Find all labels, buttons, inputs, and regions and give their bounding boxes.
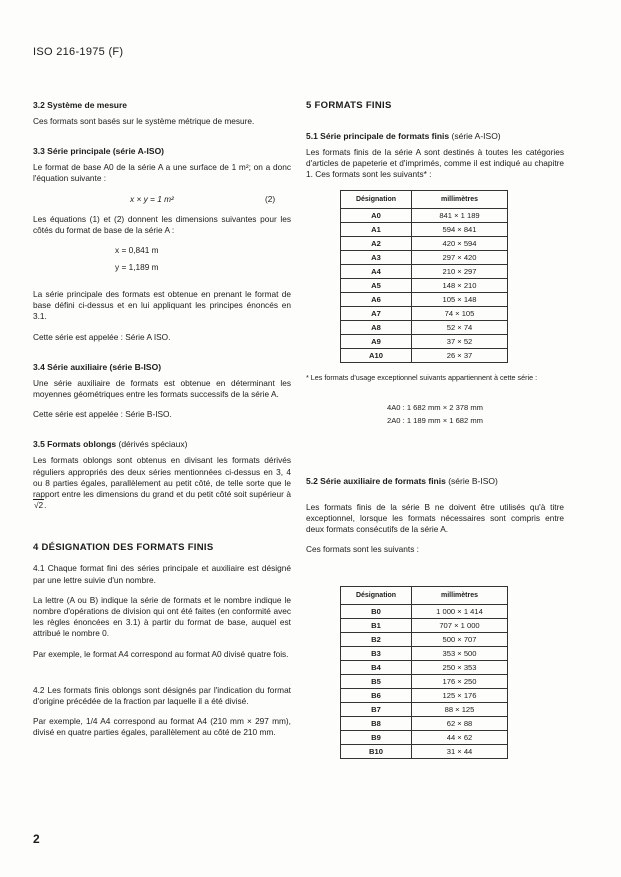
format-dimensions: 105 × 148 — [412, 292, 508, 306]
format-dimensions: 1 000 × 1 414 — [412, 605, 508, 619]
format-designation: B7 — [341, 703, 412, 717]
section-3-3-title: 3.3 Série principale (série A-ISO) — [33, 146, 165, 157]
section-4-2-para-2: Par exemple, 1/4 A4 correspond au format A4 (210 mm × 297 mm), divisé en quatre parties égales, parallèlement au côté de 210 mm. — [33, 716, 291, 738]
format-designation: A8 — [341, 320, 412, 334]
format-designation: B10 — [341, 745, 412, 759]
page-header: ISO 216-1975 (F) — [33, 46, 124, 58]
format-dimensions: 31 × 44 — [412, 745, 508, 759]
section-4-1-para-1: 4.1 Chaque format fini des séries principale et auxiliaire est désigné par une lettre suivie d'un nombre. — [33, 563, 291, 585]
format-dimensions: 176 × 250 — [412, 675, 508, 689]
section-3-3-para-2: Les équations (1) et (2) donnent les dimensions suivantes pour les côtés du format de base de la série A : — [33, 213, 291, 235]
section-3-5-text: Les formats oblongs sont obtenus en divisant les formats dérivés réguliers appropriés des deux séries mentionnées ci-dessus en 3, 4 ou 8 parties égales, parallèlement au petit côté, de telle sorte que le rapport entre les dimensions du grand et du petit côté soit supérieur à — [33, 455, 291, 500]
section-4-2-para-1: 4.2 Les formats finis oblongs sont désignés par l'indication du format d'origine précédée de la fraction par laquelle il a été divisé. — [33, 684, 291, 707]
table-row — [341, 236, 508, 250]
equation-2 — [33, 194, 291, 205]
format-dimensions: 420 × 594 — [412, 236, 508, 250]
format-designation: A0 — [341, 208, 412, 222]
table-row — [341, 661, 508, 675]
section-4-1-para-3: Par exemple, le format A4 correspond au format A0 divisé quatre fois. — [33, 648, 289, 659]
footnote: * Les formats d'usage exceptionnel suivants appartiennent à cette série : — [306, 372, 538, 382]
table-row — [341, 306, 508, 320]
table-row — [341, 745, 508, 759]
format-designation: A4 — [341, 264, 412, 278]
section-5-title: 5 FORMATS FINIS — [306, 100, 392, 111]
format-designation: B5 — [341, 675, 412, 689]
section-3-5-title-extra: (dérivés spéciaux) — [118, 439, 188, 450]
page-number: 2 — [33, 832, 40, 846]
table-row — [341, 250, 508, 264]
format-dimensions: 841 × 1 189 — [412, 208, 508, 222]
table-row — [341, 717, 508, 731]
section-3-4-para-2: Cette série est appelée : Série B-ISO. — [33, 409, 172, 420]
exceptional-format-2a0: 2A0 : 1 189 mm × 1 682 mm — [386, 416, 484, 426]
table-row — [341, 208, 508, 222]
left-column — [33, 100, 291, 748]
y-dimension: y = 1,189 m — [115, 262, 159, 273]
table-row — [341, 605, 508, 619]
table-row — [341, 619, 508, 633]
column-header-millimetres: millimètres — [412, 190, 508, 208]
column-header-millimetres: millimètres — [412, 587, 508, 605]
section-3-3-para-3: La série principale des formats est obtenue en prenant le format de base défini ci-dessus et en lui appliquant les principes énoncés en 3.1. — [33, 289, 291, 322]
column-header-designation: Désignation — [341, 587, 412, 605]
right-column — [306, 100, 564, 769]
section-5-1-para-1: Les formats finis de la série A sont destinés à toutes les catégories d'articles de papeterie et d'imprimés, comme il est indiqué au chapitre 1. Ces formats sont les suivants* : — [306, 147, 564, 180]
sqrt-two: √2 — [34, 500, 44, 511]
table-row — [341, 675, 508, 689]
table-row — [341, 689, 508, 703]
table-row — [341, 647, 508, 661]
format-dimensions: 297 × 420 — [412, 250, 508, 264]
table-row — [341, 703, 508, 717]
section-3-2-text: Ces formats sont basés sur le système métrique de mesure. — [33, 116, 255, 126]
section-3-5-title-main: 3.5 Formats oblongs — [33, 439, 117, 450]
format-dimensions: 594 × 841 — [412, 222, 508, 236]
section-5-2-para-1: Les formats finis de la série B ne doivent être utilisés qu'à titre exceptionnel, lorsque les formats nécessaires sont compris entre deux formats consécutifs de la série A. — [306, 501, 564, 535]
format-dimensions: 88 × 125 — [412, 703, 508, 717]
section-5-2-title-main: 5.2 Série auxiliaire de formats finis — [306, 475, 446, 486]
section-3-3-para-4: Cette série est appelée : Série A ISO. — [33, 331, 171, 342]
section-3-4-para-1: Une série auxiliaire de formats est obtenue en déterminant les moyennes géométriques entre les formats successifs de la série A. — [33, 377, 291, 400]
format-designation: B1 — [341, 619, 412, 633]
format-dimensions: 37 × 52 — [412, 334, 508, 348]
format-designation: B4 — [341, 661, 412, 675]
section-5-2-title — [306, 476, 564, 486]
equation-2-body: x × y = 1 m² — [130, 193, 174, 204]
table-header-row — [341, 587, 508, 605]
format-designation: B2 — [341, 633, 412, 647]
table-row — [341, 320, 508, 334]
format-dimensions: 44 × 62 — [412, 731, 508, 745]
section-5-2-para-2: Ces formats sont les suivants : — [306, 544, 419, 555]
x-dimension: x = 0,841 m — [115, 245, 159, 256]
format-dimensions: 26 × 37 — [412, 348, 508, 362]
format-dimensions: 74 × 105 — [412, 306, 508, 320]
equation-2-number: (2) — [265, 193, 276, 204]
format-designation: B8 — [341, 717, 412, 731]
section-5-1-title-main: 5.1 Série principale de formats finis — [306, 131, 450, 141]
series-a-table — [340, 190, 508, 363]
section-3-4-title: 3.4 Série auxiliaire (série B-ISO) — [33, 361, 162, 372]
section-5-1-title — [306, 131, 564, 141]
format-dimensions: 125 × 176 — [412, 689, 508, 703]
table-header-row — [341, 190, 508, 208]
section-3-3-para-1: Le format de base A0 de la série A a une surface de 1 m²; on a donc l'équation suivante : — [33, 162, 291, 184]
format-designation: A10 — [341, 348, 412, 362]
section-3-2-title: 3.2 Système de mesure — [33, 100, 128, 110]
column-header-designation: Désignation — [341, 190, 412, 208]
format-designation: A5 — [341, 278, 412, 292]
format-designation: B3 — [341, 647, 412, 661]
section-4-1-para-2: La lettre (A ou B) indique la série de formats et le nombre indique le nombre d'opérations de division qui ont été faites (en conformité avec les règles énoncées en 3.1) à partir du format de base, auquel est attribué le nombre 0. — [33, 594, 291, 639]
table-row — [341, 292, 508, 306]
series-b-table — [340, 586, 508, 759]
format-dimensions: 210 × 297 — [412, 264, 508, 278]
format-dimensions: 148 × 210 — [412, 278, 508, 292]
format-designation: A2 — [341, 236, 412, 250]
table-row — [341, 633, 508, 647]
format-designation: A1 — [341, 222, 412, 236]
format-dimensions: 52 × 74 — [412, 320, 508, 334]
table-row — [341, 731, 508, 745]
format-designation: B9 — [341, 731, 412, 745]
section-3-5-para-1 — [33, 455, 291, 511]
table-row — [341, 264, 508, 278]
table-row — [341, 334, 508, 348]
format-designation: B6 — [341, 689, 412, 703]
format-designation: A9 — [341, 334, 412, 348]
section-3-5-title — [33, 439, 291, 449]
format-dimensions: 353 × 500 — [412, 647, 508, 661]
format-designation: B0 — [341, 605, 412, 619]
format-designation: A7 — [341, 306, 412, 320]
format-dimensions: 62 × 88 — [412, 717, 508, 731]
format-designation: A6 — [341, 292, 412, 306]
exceptional-format-4a0: 4A0 : 1 682 mm × 2 378 mm — [386, 402, 484, 412]
table-row — [341, 278, 508, 292]
table-row — [341, 222, 508, 236]
format-dimensions: 500 × 707 — [412, 633, 508, 647]
section-5-1-title-extra: (série A-ISO) — [451, 131, 501, 141]
section-5-2-title-extra: (série B-ISO) — [448, 475, 498, 486]
format-dimensions: 707 × 1 000 — [412, 619, 508, 633]
format-dimensions: 250 × 353 — [412, 661, 508, 675]
table-row — [341, 348, 508, 362]
section-4-title: 4 DÉSIGNATION DES FORMATS FINIS — [33, 542, 214, 554]
format-designation: A3 — [341, 250, 412, 264]
section-3-5-text-end: . — [44, 500, 47, 511]
